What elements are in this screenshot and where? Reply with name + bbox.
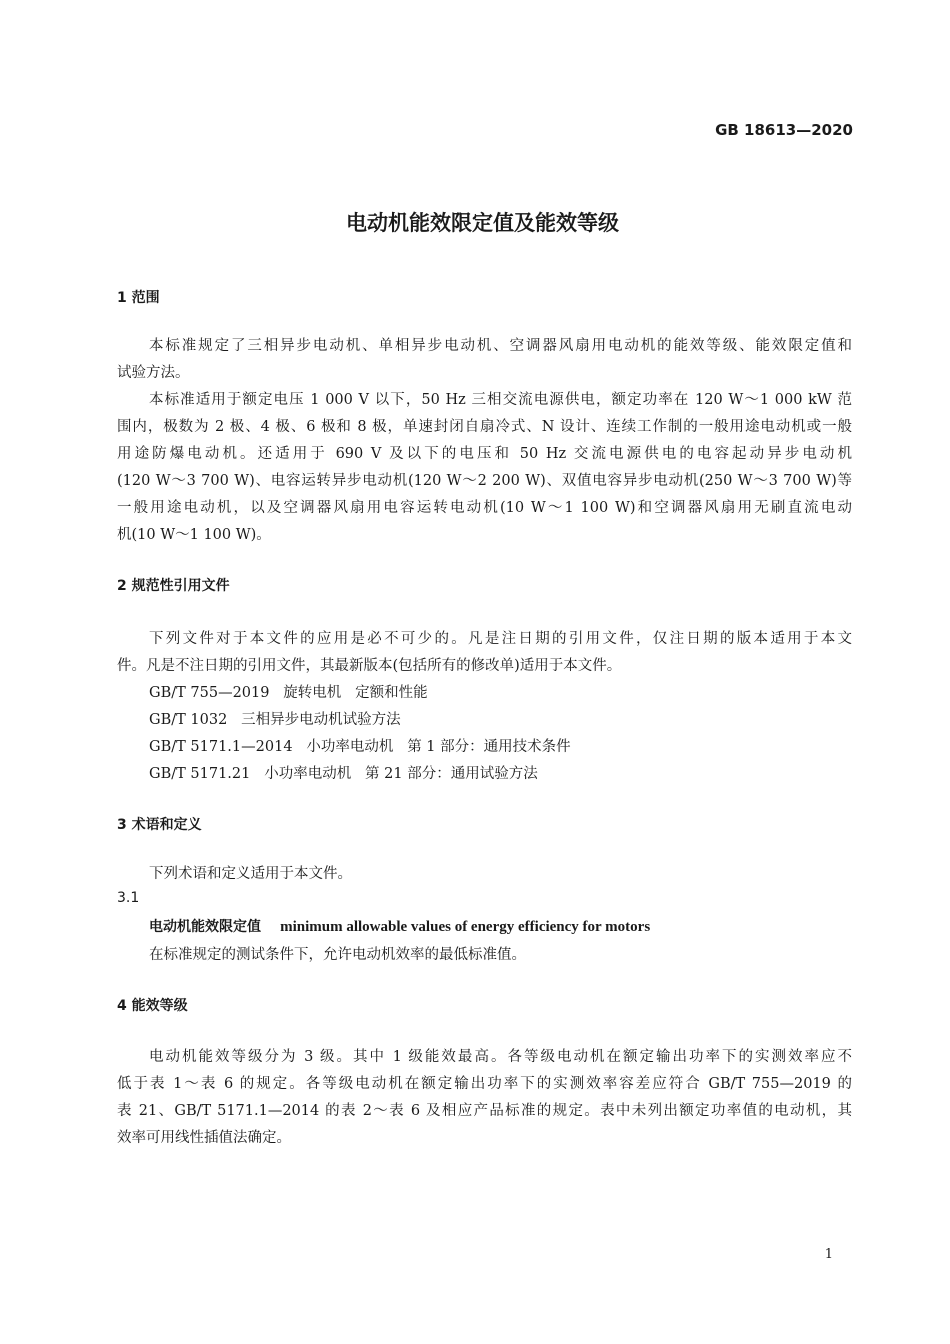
paragraph-line: 用途防爆电动机。还适用于 690 V 及以下的电压和 50 Hz 交流电源供电的电容起动异步电动机 xyxy=(117,446,852,462)
term-entry xyxy=(149,916,650,936)
paragraph-line: 机(10 W～1 100 W)。 xyxy=(117,527,271,543)
clause-number: 3.1 xyxy=(117,890,140,906)
paragraph-line: 试验方法。 xyxy=(117,365,190,381)
paragraph-line: 本标准适用于额定电压 1 000 V 以下，50 Hz 三相交流电源供电，额定功率在 120 W～1 000 kW 范 xyxy=(149,392,852,408)
reference-item: GB/T 1032 三相异步电动机试验方法 xyxy=(149,712,401,728)
section-4-heading: 4 能效等级 xyxy=(117,998,188,1014)
standard-code: GB 18613—2020 xyxy=(715,121,853,139)
reference-item: GB/T 755—2019 旋转电机 定额和性能 xyxy=(149,685,428,701)
paragraph-line: 效率可用线性插值法确定。 xyxy=(117,1130,291,1146)
section-3-heading: 3 术语和定义 xyxy=(117,817,202,833)
paragraph-line: 电动机能效等级分为 3 级。其中 1 级能效最高。各等级电动机在额定输出功率下的实测效率应不 xyxy=(149,1049,852,1065)
paragraph-line: (120 W～3 700 W)、电容运转异步电动机(120 W～2 200 W)、双值电容异步电动机(250 W～3 700 W)等 xyxy=(117,473,852,489)
paragraph-line: 表 21、GB/T 5171.1—2014 的表 2～表 6 及相应产品标准的规定。表中未列出额定功率值的电动机，其 xyxy=(117,1103,852,1119)
section-1-heading: 1 范围 xyxy=(117,290,160,306)
reference-item: GB/T 5171.1—2014 小功率电动机 第 1 部分：通用技术条件 xyxy=(149,739,571,755)
paragraph-line: 下列文件对于本文件的应用是必不可少的。凡是注日期的引用文件，仅注日期的版本适用于本文 xyxy=(149,631,852,647)
paragraph-line: 下列术语和定义适用于本文件。 xyxy=(149,866,352,882)
reference-item: GB/T 5171.21 小功率电动机 第 21 部分：通用试验方法 xyxy=(149,766,538,782)
section-2-heading: 2 规范性引用文件 xyxy=(117,578,230,594)
paragraph-line: 一般用途电动机，以及空调器风扇用电容运转电动机(10 W～1 100 W)和空调器风扇用无刷直流电动 xyxy=(117,500,852,516)
term-english: minimum allowable values of energy efficiency for motors xyxy=(280,919,651,935)
page-number: 1 xyxy=(824,1247,833,1262)
term-definition: 在标准规定的测试条件下，允许电动机效率的最低标准值。 xyxy=(149,947,526,963)
page-title: 电动机能效限定值及能效等级 xyxy=(346,211,619,235)
paragraph-line: 低于表 1～表 6 的规定。各等级电动机在额定输出功率下的实测效率容差应符合 GB/T 755—2019 的 xyxy=(117,1076,852,1092)
term-chinese: 电动机能效限定值 xyxy=(149,919,261,935)
paragraph-line: 件。凡是不注日期的引用文件，其最新版本(包括所有的修改单)适用于本文件。 xyxy=(117,658,622,674)
paragraph-line: 本标准规定了三相异步电动机、单相异步电动机、空调器风扇用电动机的能效等级、能效限定值和 xyxy=(149,338,852,354)
paragraph-line: 围内，极数为 2 极、4 极、6 极和 8 极，单速封闭自扇冷式、N 设计、连续工作制的一般用途电动机或一般 xyxy=(117,419,852,435)
